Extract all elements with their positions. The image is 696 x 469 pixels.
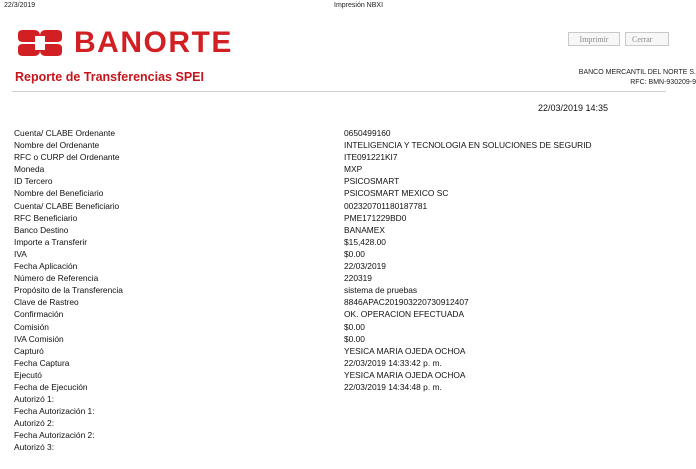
close-button[interactable]: Cerrar [625,32,669,46]
detail-label: RFC Beneficiario [14,212,78,223]
detail-label: IVA [14,248,27,259]
bank-info [520,68,696,88]
detail-value: $0.00 [344,321,365,332]
detail-label: Fecha Captura [14,357,70,368]
detail-label: Ejecutó [14,369,42,380]
detail-label: Confirmación [14,309,64,320]
detail-label: Nombre del Ordenante [14,140,100,151]
report-datetime: 22/03/2019 14:35 [538,103,609,113]
detail-label: Comisión [14,321,49,332]
detail-label: Propósito de la Transferencia [14,285,123,296]
detail-label: Autorizó 2: [14,418,55,429]
detail-value: YESICA MARIA OJEDA OCHOA [344,369,466,380]
detail-value: 0650499160 [344,128,391,138]
detail-value: ITE091221KI7 [344,152,398,163]
detail-value: 22/03/2019 14:34:48 p. m. [344,381,442,392]
detail-value: PME171229BD0 [344,212,407,223]
detail-value: YESICA MARIA OJEDA OCHOA [344,345,466,356]
detail-value: $15,428.00 [344,236,386,247]
detail-value: $0.00 [344,248,365,259]
print-date: 22/3/2019 [4,2,36,9]
detail-value: MXP [344,164,363,175]
detail-value: PSICOSMART MEXICO SC [344,188,449,199]
detail-value: $0.00 [344,333,365,344]
detail-label: Fecha Autorización 2: [14,430,95,441]
detail-label: Nombre del Beneficiario [14,188,104,199]
detail-value: 22/03/2019 14:33:42 p. m. [344,357,442,368]
detail-value: PSICOSMART [344,176,400,187]
detail-label: Fecha de Ejecución [14,381,88,392]
detail-label: Autorizó 3: [14,442,55,453]
detail-label: Fecha Aplicación [14,261,78,272]
detail-label: ID Tercero [14,176,53,187]
print-button[interactable]: Imprimir [568,32,620,46]
banorte-logo-text: BANORTE [74,26,233,59]
detail-label: Autorizó 1: [14,394,55,405]
detail-label: RFC o CURP del Ordenante [14,152,120,163]
detail-label: Moneda [14,164,45,175]
detail-value: 002320701180187781 [344,200,428,211]
detail-value: sistema de pruebas [344,285,418,296]
detail-label: Banco Destino [14,224,69,235]
report-title: Reporte de Transferencias SPEI [15,70,204,84]
detail-value: 8846APAC201903220730912407 [344,297,469,308]
detail-label: Fecha Autorización 1: [14,406,95,417]
detail-value: INTELIGENCIA Y TECNOLOGIA EN SOLUCIONES DE SEGURID [344,140,592,151]
detail-label: Cuenta/ CLABE Beneficiario [14,200,120,211]
print-title: Impresión NBXI [334,2,384,9]
detail-label: IVA Comisión [14,333,64,344]
banorte-logo-icon [14,28,66,58]
detail-label: Cuenta/ CLABE Ordenante [14,128,116,138]
detail-label: Capturó [14,345,44,356]
detail-value: 22/03/2019 [344,261,386,272]
detail-label: Número de Referencia [14,273,99,284]
detail-label: Clave de Rastreo [14,297,79,308]
detail-value: BANAMEX [344,224,385,235]
header-divider [12,91,666,92]
bank-name: BANCO MERCANTIL DEL NORTE S. [578,69,696,76]
detail-label: Importe a Transferir [14,236,88,247]
bank-rfc: RFC: BMN-930209-9 [630,79,696,86]
detail-value: OK. OPERACION EFECTUADA [344,309,465,320]
detail-value: 220319 [344,273,372,284]
print-header [4,2,692,12]
